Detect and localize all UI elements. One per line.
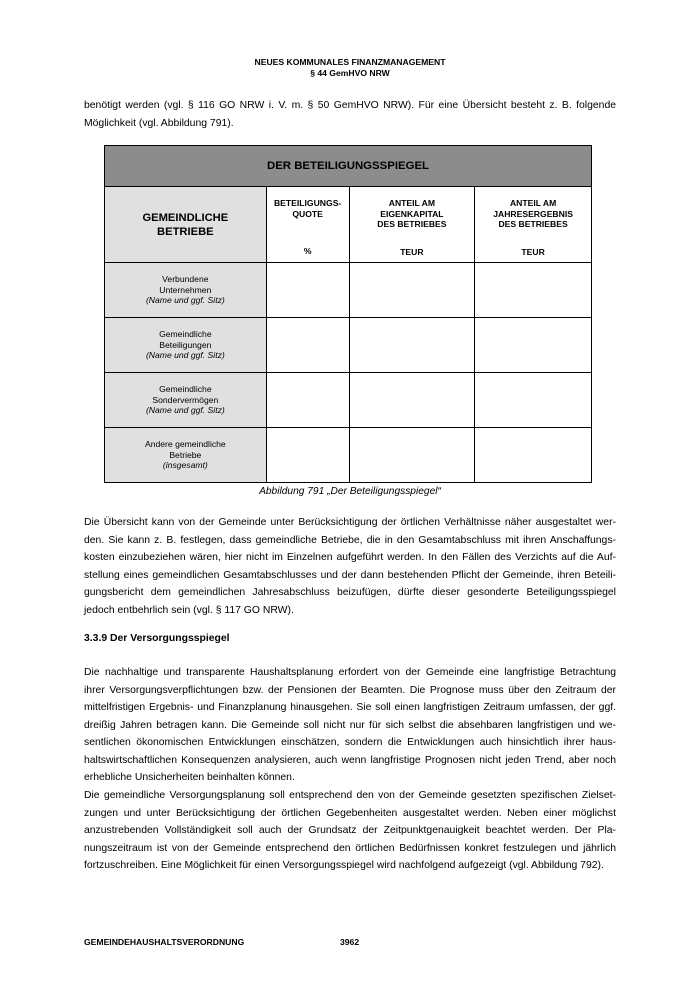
section-heading: 3.3.9 Der Versorgungsspiegel <box>84 633 230 644</box>
table-row <box>105 373 592 428</box>
paragraph-uebersicht <box>84 514 616 619</box>
text-line: zungen und unter Berücksichtigung der örtlichen Gegebenheiten ausgestaltet werden. Neben einer möglichst <box>84 807 616 819</box>
text-line: mittelfristigen Ergebnis- und Finanzplanung hinausgehen. Sie soll einen langfristigen Zeitraum umfassen, der ggf. <box>84 702 616 713</box>
text-line: Die gemeindliche Versorgungsplanung soll entsprechend den von der Gemeinde gesetzten spezifischen Zielset- <box>84 790 616 801</box>
text-line: kosten einzubeziehen wären, hier nicht im Einzelnen aufgeführt werden. In den Fällen des Verzichts auf die Auf- <box>84 552 616 563</box>
paragraph-versorgungsplanung <box>84 787 616 875</box>
column-header-betriebe: GEMEINDLICHE BETRIEBE <box>105 187 267 263</box>
text-line: stellung eines gemeindlichen Gesamtabschlusses und der dann bestehenden Pflicht der Gemeinde, ihren Beteili- <box>84 569 616 581</box>
text-line: fortzuschreiben. Eine Möglichkeit für einen Versorgungsspiegel wird nachfolgend aufgezeigt (vgl. Abbildung 792). <box>84 860 604 871</box>
text-line: nungszeitraum ist von der Gemeinde entsprechend den örtlichen Bedürfnissen konkret festzulegen und jährlich <box>84 842 616 854</box>
table-cell <box>475 373 592 428</box>
text-line: jedoch entbehrlich sein (vgl. § 117 GO NRW). <box>84 604 294 616</box>
text-line: gungsbericht dem gemeindlichen Jahresabschluss beizufügen, dürfte dieser gesonderte Beteiligungsspiegel <box>84 587 616 598</box>
paragraph-haushaltsplanung <box>84 664 616 787</box>
text-line: anzustrebenden Vollständigkeit soll auch der Grundsatz der Zeitpunktgenauigkeit beachtet werden. Der Pla- <box>84 825 616 836</box>
text-line: benötigt werden (vgl. § 116 GO NRW i. V. m. § 50 GemHVO NRW). Für eine Übersicht besteht z. B. folgende <box>84 100 616 111</box>
table-cell <box>349 318 475 373</box>
table-cell <box>475 263 592 318</box>
table-row <box>105 263 592 318</box>
text-line: Die Übersicht kann von der Gemeinde unter Berücksichtigung der örtlichen Verhältnisse näher ausgestaltet wer- <box>84 517 616 528</box>
text-line: Möglichkeit (vgl. Abbildung 791). <box>84 117 234 129</box>
table-cell <box>475 318 592 373</box>
table-title: DER BETEILIGUNGSSPIEGEL <box>105 146 592 187</box>
text-line: ihrer Versorgungsverpflichtungen bzw. der Pensionen der Beamten. Die Prognose muss über den Zeitraum der <box>84 684 616 696</box>
table-row <box>105 428 592 483</box>
beteiligungsspiegel-table <box>104 145 592 483</box>
text-line: den. Sie kann z. B. festlegen, dass gemeindliche Betriebe, die in den Gesamtabschluss mit ihren Anschaffungs- <box>84 534 616 546</box>
table-cell <box>266 263 349 318</box>
table-cell <box>349 263 475 318</box>
table-cell <box>475 428 592 483</box>
header-subtitle: § 44 GemHVO NRW <box>310 68 390 78</box>
row-label: Gemeindliche Beteiligungen (Name und ggf. Sitz) <box>105 318 267 373</box>
page-header <box>0 57 700 79</box>
text-line: sentlichen ökonomischen Entwicklungen einschätzen, sondern die Entwicklungen auch hinsichtlich ihrer haus- <box>84 737 616 748</box>
column-header-jahresergebnis: ANTEIL AM JAHRESERGEBNIS DES BETRIEBES TEUR <box>475 187 592 263</box>
text-line: Die nachhaltige und transparente Haushaltsplanung erfordert von der Gemeinde eine langfristige Betrachtung <box>84 667 616 678</box>
text-line: erhebliche Unsicherheiten beinhalten können. <box>84 772 295 783</box>
row-label: Verbundene Unternehmen (Name und ggf. Sitz) <box>105 263 267 318</box>
column-header-eigenkapital: ANTEIL AM EIGENKAPITAL DES BETRIEBES TEUR <box>349 187 475 263</box>
column-header-quote: BETEILIGUNGS- QUOTE % <box>266 187 349 263</box>
table-row <box>105 318 592 373</box>
intro-paragraph <box>84 97 616 132</box>
footer-document-title: GEMEINDEHAUSHALTSVERORDNUNG <box>84 937 245 947</box>
table-cell <box>266 318 349 373</box>
table-cell <box>266 373 349 428</box>
row-label: Gemeindliche Sondervermögen (Name und ggf. Sitz) <box>105 373 267 428</box>
figure-caption: Abbildung 791 „Der Beteiligungsspiegel“ <box>259 486 441 497</box>
footer-page-number: 3962 <box>340 937 360 947</box>
row-label: Andere gemeindliche Betriebe (insgesamt) <box>105 428 267 483</box>
table-cell <box>266 428 349 483</box>
header-title: NEUES KOMMUNALES FINANZMANAGEMENT <box>254 57 446 67</box>
table-cell <box>349 428 475 483</box>
text-line: dreißig Jahren betragen kann. Die Gemeinde soll nicht nur für sich selbst die absehbaren langfristigen und we- <box>84 719 616 731</box>
table-cell <box>349 373 475 428</box>
text-line: haltswirtschaftlichen Konsequenzen analysieren, auch wenn langfristige Prognosen nicht jeden Trend, aber noch <box>84 754 616 766</box>
